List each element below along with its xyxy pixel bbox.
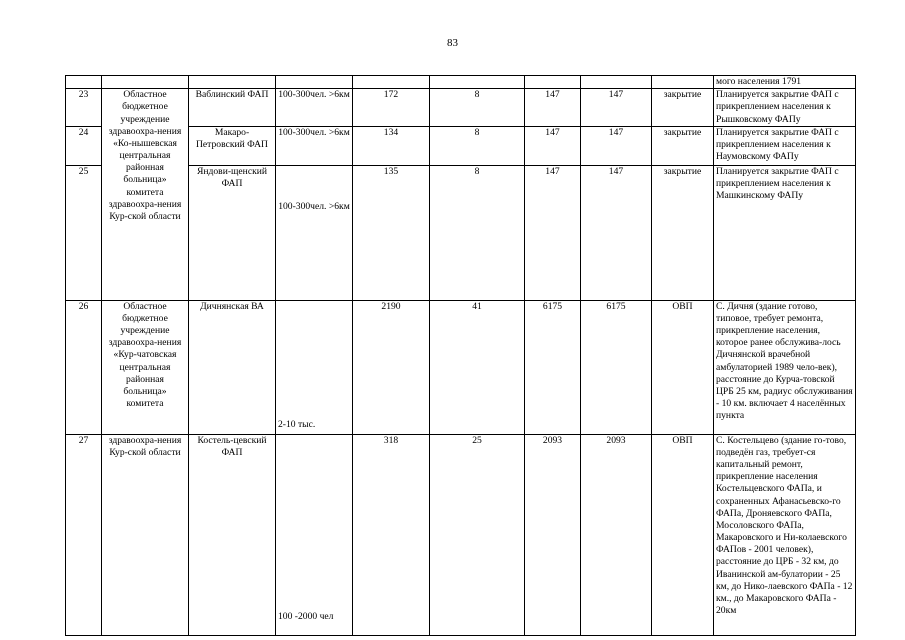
action-cell: ОВП — [652, 300, 714, 434]
value1-cell: 147 — [525, 126, 581, 165]
served-cell: 135 — [353, 165, 430, 300]
population-cell: 100-300чел. >6км — [276, 126, 353, 165]
facility-name: Ваблинский ФАП — [189, 89, 276, 127]
population-cell: 100-300чел. >6км — [276, 89, 353, 127]
row-number: 23 — [66, 89, 102, 127]
action-cell: закрытие — [652, 89, 714, 127]
population-cell: 100 -2000 чел — [276, 434, 353, 635]
cell — [652, 76, 714, 89]
value2-cell: 2093 — [581, 434, 652, 635]
cell — [581, 76, 652, 89]
staff-cell: 8 — [430, 89, 525, 127]
value2-cell: 147 — [581, 89, 652, 127]
staff-cell: 25 — [430, 434, 525, 635]
served-cell: 318 — [353, 434, 430, 635]
cell — [102, 76, 189, 89]
row-number: 26 — [66, 300, 102, 434]
facility-name: Макаро-Петровский ФАП — [189, 126, 276, 165]
value2-cell: 147 — [581, 165, 652, 300]
institution-cell: Областное бюджетное учреждение здравоохра-нения «Ко-нышевская центральная районная больница» комитета здравоохра-нения Кур-ской области — [102, 89, 189, 301]
value1-cell: 2093 — [525, 434, 581, 635]
served-cell: 2190 — [353, 300, 430, 434]
table-row — [66, 300, 856, 434]
carryover-note: мого населения 1791 — [714, 76, 856, 89]
value2-cell: 6175 — [581, 300, 652, 434]
cell — [66, 76, 102, 89]
table-row-carryover — [66, 76, 856, 89]
note-cell: С. Дичня (здание готово, типовое, требует ремонта, прикрепление населения, которое ранее обслужива-лось Дичнянской врачебной амбулаторией 1989 чело-век), расстояние до Курча-товской ЦРБ 25 км, радиус обслуживания - 10 км. включает 4 населённых пункта — [714, 300, 856, 434]
page-number: 83 — [447, 37, 458, 49]
action-cell: ОВП — [652, 434, 714, 635]
table-row — [66, 89, 856, 127]
cell — [430, 76, 525, 89]
row-number: 27 — [66, 434, 102, 635]
row-number: 25 — [66, 165, 102, 300]
action-cell: закрытие — [652, 165, 714, 300]
facilities-table — [65, 75, 856, 636]
value1-cell: 147 — [525, 89, 581, 127]
table-row — [66, 434, 856, 635]
institution-cell: здравоохра-нения Кур-ской области — [102, 434, 189, 635]
served-cell: 172 — [353, 89, 430, 127]
staff-cell: 8 — [430, 165, 525, 300]
cell — [353, 76, 430, 89]
action-cell: закрытие — [652, 126, 714, 165]
population-cell: 100-300чел. >6км — [276, 165, 353, 300]
staff-cell: 41 — [430, 300, 525, 434]
value2-cell: 147 — [581, 126, 652, 165]
population-cell: 2-10 тыс. — [276, 300, 353, 434]
staff-cell: 8 — [430, 126, 525, 165]
cell — [525, 76, 581, 89]
note-cell: Планируется закрытие ФАП с прикреплением населения к Рышковскому ФАПу — [714, 89, 856, 127]
row-number: 24 — [66, 126, 102, 165]
note-cell: Планируется закрытие ФАП с прикреплением населения к Машкинскому ФАПу — [714, 165, 856, 300]
note-cell: С. Костельцево (здание го-тово, подведён газ, требует-ся капитальный ремонт, прикрепление населения Костельцевского ФАПа, и сохраненных Афанасьевско-го ФАПа, Дроняевского ФАПа, Мосоловского ФАПа, Макаровского и Ни-колаевского ФАПов - 2001 человек), расстояние до ЦРБ - 32 км, до Иванинской ам-булатории - 25 км, до Нико-лаевского ФАПа - 12 км., до Макаровского ФАПа - 20км — [714, 434, 856, 635]
facility-name: Яндови-щенский ФАП — [189, 165, 276, 300]
served-cell: 134 — [353, 126, 430, 165]
cell — [276, 76, 353, 89]
facility-name: Дичнянская ВА — [189, 300, 276, 434]
value1-cell: 147 — [525, 165, 581, 300]
facility-name: Костель-цевский ФАП — [189, 434, 276, 635]
institution-cell: Областное бюджетное учреждение здравоохра-нения «Кур-чатовская центральная районная больница» комитета — [102, 300, 189, 434]
note-cell: Планируется закрытие ФАП с прикреплением населения к Наумовскому ФАПу — [714, 126, 856, 165]
value1-cell: 6175 — [525, 300, 581, 434]
cell — [189, 76, 276, 89]
